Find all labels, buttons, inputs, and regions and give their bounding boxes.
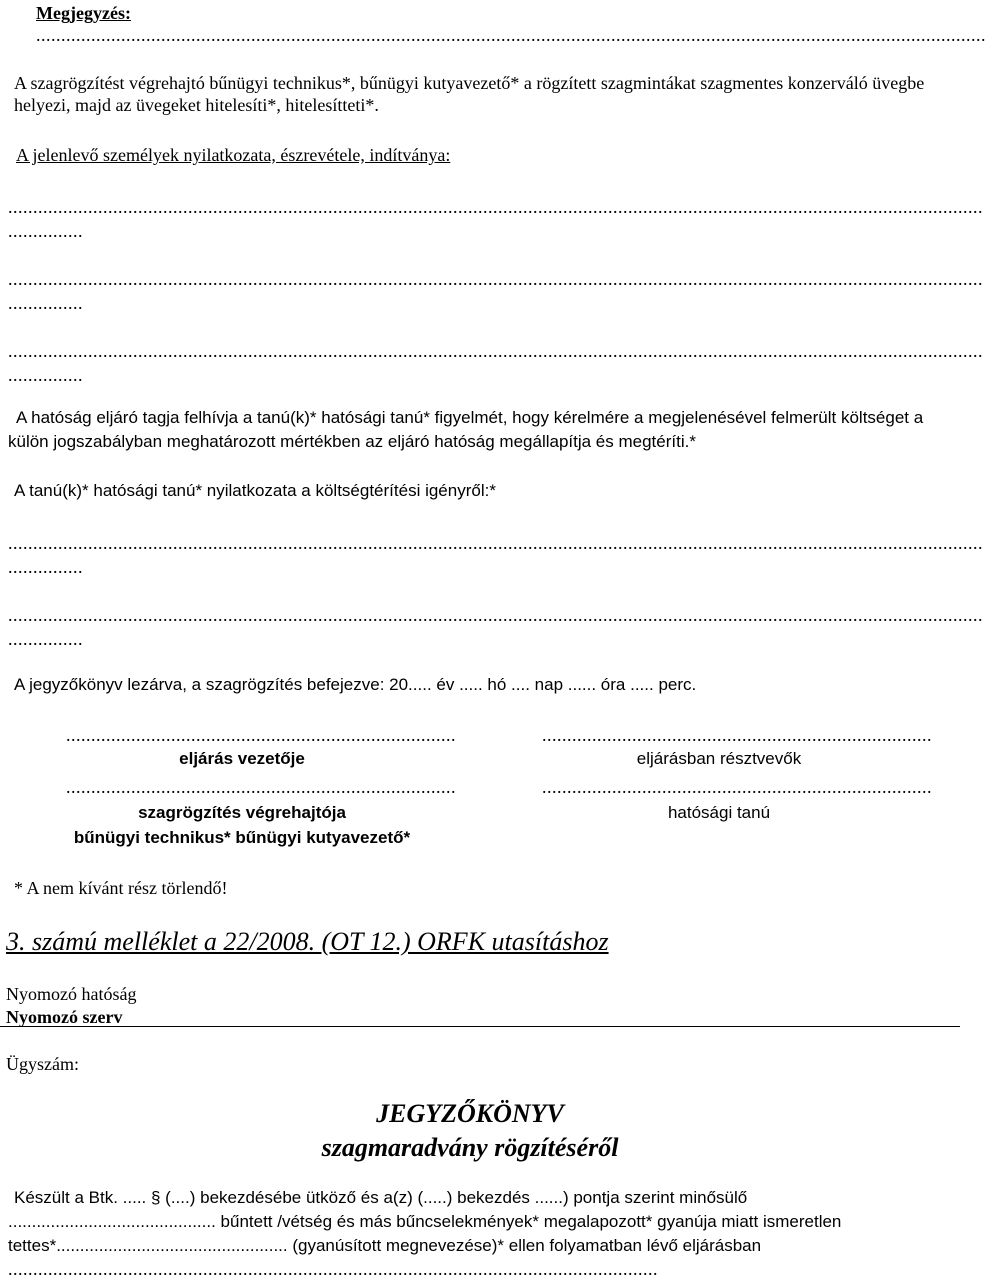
- cost-line-2-cont: ...............: [8, 629, 83, 649]
- statements-line-3: ...................................................................................................................................................................................................: [8, 341, 983, 361]
- annex-title: 3. számú melléklet a 22/2008. (OT 12.) ORFK utasításhoz: [6, 927, 609, 956]
- cost-statement-label: A tanú(k)* hatósági tanú* nyilatkozata a költségtérítési igényről:*: [14, 481, 496, 500]
- signature-label-witness: hatósági tanú: [667, 803, 771, 822]
- legal-basis-line-2: ............................................ bűntett /vétség és más bűncselekmények* megalapozott* gyanúja miatt ismeretlen: [8, 1212, 842, 1231]
- document-subtitle: szagmaradvány rögzítéséről: [321, 1133, 619, 1162]
- legal-basis-line-4: ..................................................................................................................................: [8, 1259, 658, 1279]
- note-heading: Megjegyzés:: [36, 3, 131, 23]
- signature-line-participants: ..............................................................................: [542, 725, 932, 745]
- header-divider: [0, 1026, 960, 1027]
- case-number-label: Ügyszám:: [6, 1054, 79, 1074]
- signature-line-witness: ..............................................................................: [542, 777, 932, 797]
- closing-line: A jegyzőkönyv lezárva, a szagrögzítés befejezve: 20..... év ..... hó .... nap ...... óra ..... perc.: [14, 675, 697, 694]
- cost-paragraph: A hatóság eljáró tagja felhívja a tanú(k)* hatósági tanú* figyelmét, hogy kérelmére a megjelenésével felmerült költséget a külön jogszabályban meghatározott mértékben az eljáró hatóság megállapítja és megtéríti.*: [8, 408, 924, 451]
- cost-line-1-cont: ...............: [8, 557, 83, 577]
- legal-basis-line-1: Készült a Btk. ..... § (....) bekezdésébe ütköző és a(z) (.....) bekezdés ......) pontja szerint minősülő: [14, 1188, 748, 1207]
- signature-line-executor: ..............................................................................: [66, 777, 456, 797]
- investigating-authority: Nyomozó hatóság: [6, 984, 137, 1004]
- signature-label-leader: eljárás vezetője: [179, 749, 305, 768]
- footnote: * A nem kívánt rész törlendő!: [14, 878, 228, 898]
- investigating-organ: Nyomozó szerv: [6, 1007, 123, 1027]
- note-paragraph: A szagrögzítést végrehajtó bűnügyi technikus*, bűnügyi kutyavezető* a rögzített szagmintákat szagmentes konzerváló üvegbe helyezi, majd az üvegeket hitelesíti*, hitelesítteti*.: [14, 73, 925, 115]
- signature-label-participants: eljárásban résztvevők: [636, 749, 802, 768]
- document-title: JEGYZŐKÖNYV: [376, 1099, 564, 1128]
- statements-line-1-cont: ...............: [8, 221, 83, 241]
- signature-label-executor-role: bűnügyi technikus* bűnügyi kutyavezető*: [73, 828, 411, 847]
- statements-heading: A jelenlevő személyek nyilatkozata, észrevétele, indítványa:: [16, 145, 451, 165]
- statements-line-3-cont: ...............: [8, 365, 83, 385]
- note-dots: ..............................................................................................................................................................................................: [36, 25, 986, 45]
- statements-line-2: ...................................................................................................................................................................................................: [8, 269, 983, 289]
- statements-line-1: ...................................................................................................................................................................................................: [8, 197, 983, 217]
- legal-basis-line-3: tettes*................................................. (gyanúsított megnevezése)* ellen folyamatban lévő eljárásban: [8, 1236, 762, 1255]
- cost-line-1: ...................................................................................................................................................................................................: [8, 533, 983, 553]
- signature-line-leader: ..............................................................................: [66, 725, 456, 745]
- signature-label-executor: szagrögzítés végrehajtója: [138, 803, 346, 822]
- cost-line-2: ...................................................................................................................................................................................................: [8, 605, 983, 625]
- statements-line-2-cont: ...............: [8, 293, 83, 313]
